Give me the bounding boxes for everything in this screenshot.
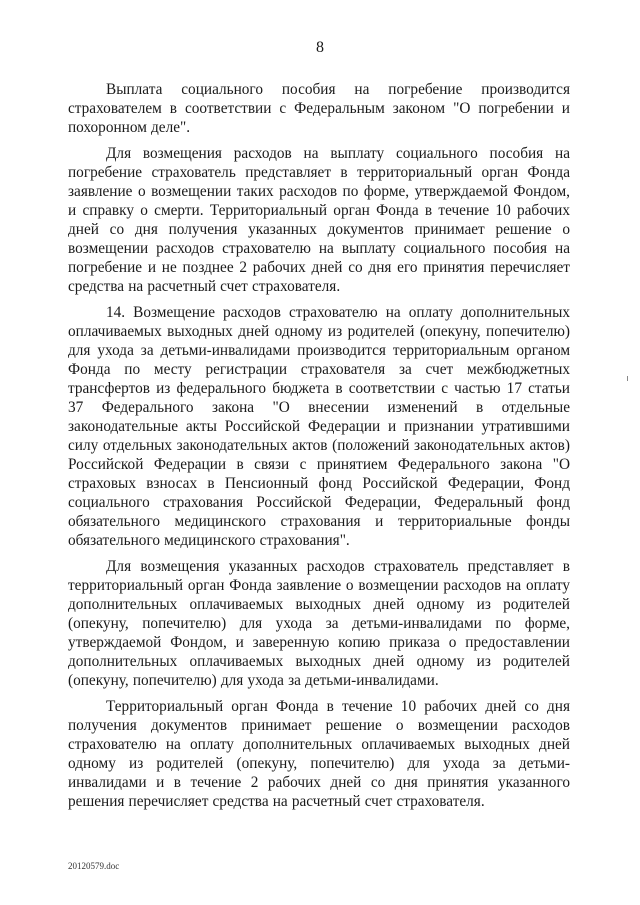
paragraph-burial-reimbursement: Для возмещения расходов на выплату социального пособия на погребение страхователь представляет в территориальный орган Фонда заявление о возмещении таких расходов по форме, утверждаемой Фондом, и справку о смерти. Территориальный орган Фонда в течение 10 рабочих дней со дня получения указанных документов принимает решение о возмещении расходов страхователю на выплату социального пособия на погребение и не позднее 2 рабочих дней со дня его принятия перечисляет средства на расчетный счет страхователя. — [68, 145, 570, 295]
margin-scan-mark — [627, 376, 628, 381]
file-name-footer: 20120579.doc — [68, 861, 120, 871]
paragraph-reimbursement-decision: Территориальный орган Фонда в течение 10 рабочих дней со дня получения документов принимает решение о возмещении расходов страхователю на оплату дополнительных оплачиваемых выходных дней одному из родителей (опекуну, попечителю) для ухода за детьми-инвалидами и в течение 2 рабочих дней со дня принятия указанного решения перечисляет средства на расчетный счет страхователя. — [68, 698, 570, 810]
document-body — [68, 80, 570, 811]
paragraph-burial-benefit-payment: Выплата социального пособия на погребение производится страхователем в соответствии с Федеральным законом "О погребении и похоронном деле". — [68, 81, 570, 136]
paragraph-reimbursement-application: Для возмещения указанных расходов страхователь представляет в территориальный орган Фонда заявление о возмещении расходов на оплату дополнительных оплачиваемых выходных дней одному из родителей (опекуну, попечителю) для ухода за детьми-инвалидами по форме, утверждаемой Фондом, и заверенную копию приказа о предоставлении дополнительных оплачиваемых выходных дней одному из родителей (опекуну, попечителю) для ухода за детьми-инвалидами. — [68, 558, 570, 689]
page-number: 8 — [316, 39, 324, 56]
paragraph-item-14: 14. Возмещение расходов страхователю на оплату дополнительных оплачиваемых выходных дней одному из родителей (опекуну, попечителю) для ухода за детьми-инвалидами производится территориальным органом Фонда по месту регистрации страхователя за счет межбюджетных трансфертов из федерального бюджета в соответствии с частью 17 статьи 37 Федерального закона "О внесении изменений в отдельные законодательные акты Российской Федерации и признании утратившими силу отдельных законодательных актов (положений законодательных актов) Российской Федерации в связи с принятием Федерального закона "О страховых взносах в Пенсионный фонд Российской Федерации, Фонд социального страхования Российской Федерации, Федеральный фонд обязательного медицинского страхования и территориальные фонды обязательного медицинского страхования". — [68, 304, 570, 549]
